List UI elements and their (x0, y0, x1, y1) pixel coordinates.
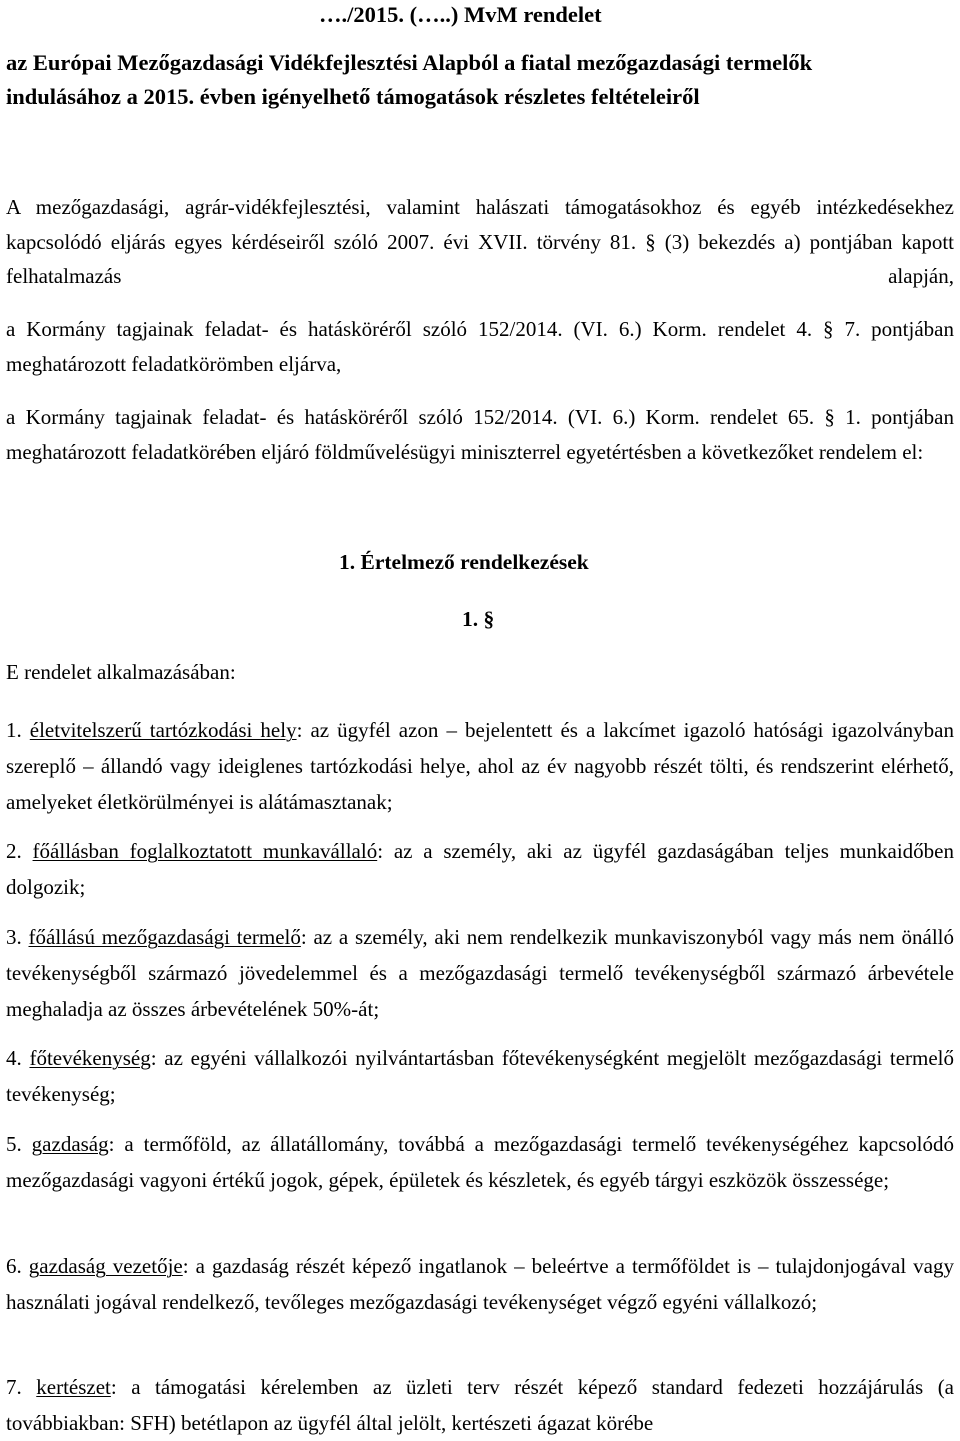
decree-title-line-1: az Európai Mezőgazdasági Vidékfejlesztési Alapból a fiatal mezőgazdasági termelők (6, 50, 813, 75)
definition-text: : az ügyfél azon – bejelentett és a lakcímet igazoló hatósági igazolványban szereplő – állandó vagy ideiglenes tartózkodási helye, ahol az év nagyobb részét tölti, és rendszerint elérhető, amelyeket életkörülményei is alátámasztanak; (6, 718, 954, 814)
definition-number: 2. (6, 839, 22, 863)
preamble-text-3: a Kormány tagjainak feladat- és hatásköréről szóló 152/2014. (VI. 6.) Korm. rendelet 65. § 1. pontjában meghatározott feladatkörében eljáró földművelésügyi miniszterrel egyetértésben a következőket rendelem el: (6, 405, 954, 464)
preamble-paragraph-2 (6, 312, 954, 381)
definition-number: 7. (6, 1375, 22, 1399)
chapter-title: 1. Értelmező rendelkezések (339, 550, 589, 574)
definition-text: : a gazdaság részét képező ingatlanok – beleértve a termőföldet is – tulajdonjogával vagy használati jogával rendelkező, tevőleges mezőgazdasági tevékenységet végző egyéni vállalkozó; (6, 1254, 955, 1314)
definition-text: : az a személy, aki nem rendelkezik munkaviszonyból vagy más nem önálló tevékenységből származó jövedelemmel és a mezőgazdasági termelő tevékenységből származó árbevétele meghaladja az összes árbevételének 50%-át; (6, 925, 954, 1021)
definition-6 (6, 1248, 954, 1320)
preamble-paragraph-3 (6, 400, 954, 469)
definition-text: : az a személy, aki az ügyfél gazdaságában teljes munkaidőben dolgozik; (6, 839, 954, 899)
definition-2 (6, 833, 954, 905)
preamble-paragraph-1 (6, 190, 954, 294)
definition-number: 1. (6, 718, 22, 742)
definition-text: : az egyéni vállalkozói nyilvántartásban főtevékenységként megjelölt mezőgazdasági termelő tevékenység; (6, 1046, 955, 1106)
definition-number: 4. (6, 1046, 22, 1070)
definition-4 (6, 1040, 954, 1112)
section-number: 1. § (462, 607, 495, 631)
preamble-text-2: a Kormány tagjainak feladat- és hatásköréről szóló 152/2014. (VI. 6.) Korm. rendelet 4. § 7. pontjában meghatározott feladatkörömben eljárva, (6, 317, 954, 376)
definition-term: főállású mezőgazdasági termelő (28, 925, 301, 949)
definition-text: : a támogatási kérelemben az üzleti terv részét képező standard fedezeti hozzájárulás (a továbbiakban: SFH) betétlapon az ügyfél által jelölt, kertészeti ágazat körébe (6, 1375, 955, 1435)
definition-3 (6, 919, 954, 1027)
definition-number: 5. (6, 1132, 22, 1156)
preamble-text-1: A mezőgazdasági, agrár-vidékfejlesztési, valamint halászati támogatásokhoz és egyéb intézkedésekhez kapcsolódó eljárás egyes kérdéseiről szóló 2007. évi XVII. törvény 81. § (3) bekezdés a) pontjában kapott felhatalmazás alapján, (6, 195, 954, 288)
definition-number: 6. (6, 1254, 22, 1278)
definition-7 (6, 1369, 954, 1441)
definition-5 (6, 1126, 954, 1198)
decree-title-line-2: indulásához a 2015. évben igényelhető támogatások részletes feltételeiről (6, 84, 700, 109)
definition-1 (6, 712, 954, 820)
lead-in-text: E rendelet alkalmazásában: (6, 660, 236, 684)
definition-term: gazdaság vezetője (28, 1254, 183, 1278)
definition-text: : a termőföld, az állatállomány, továbbá a mezőgazdasági termelő tevékenységéhez kapcsolódó mezőgazdasági vagyoni értékű jogok, gépek, épületek és készletek, és egyéb tárgyi eszközök összessége; (6, 1132, 954, 1192)
definition-term: kertészet (36, 1375, 111, 1399)
definition-term: főtevékenység (29, 1046, 151, 1070)
definition-term: főállásban foglalkoztatott munkavállaló (32, 839, 378, 863)
definition-number: 3. (6, 925, 22, 949)
definition-term: életvitelszerű tartózkodási hely (29, 718, 297, 742)
definition-term: gazdaság (31, 1132, 109, 1156)
decree-reference: …./2015. (…..) MvM rendelet (319, 2, 602, 27)
